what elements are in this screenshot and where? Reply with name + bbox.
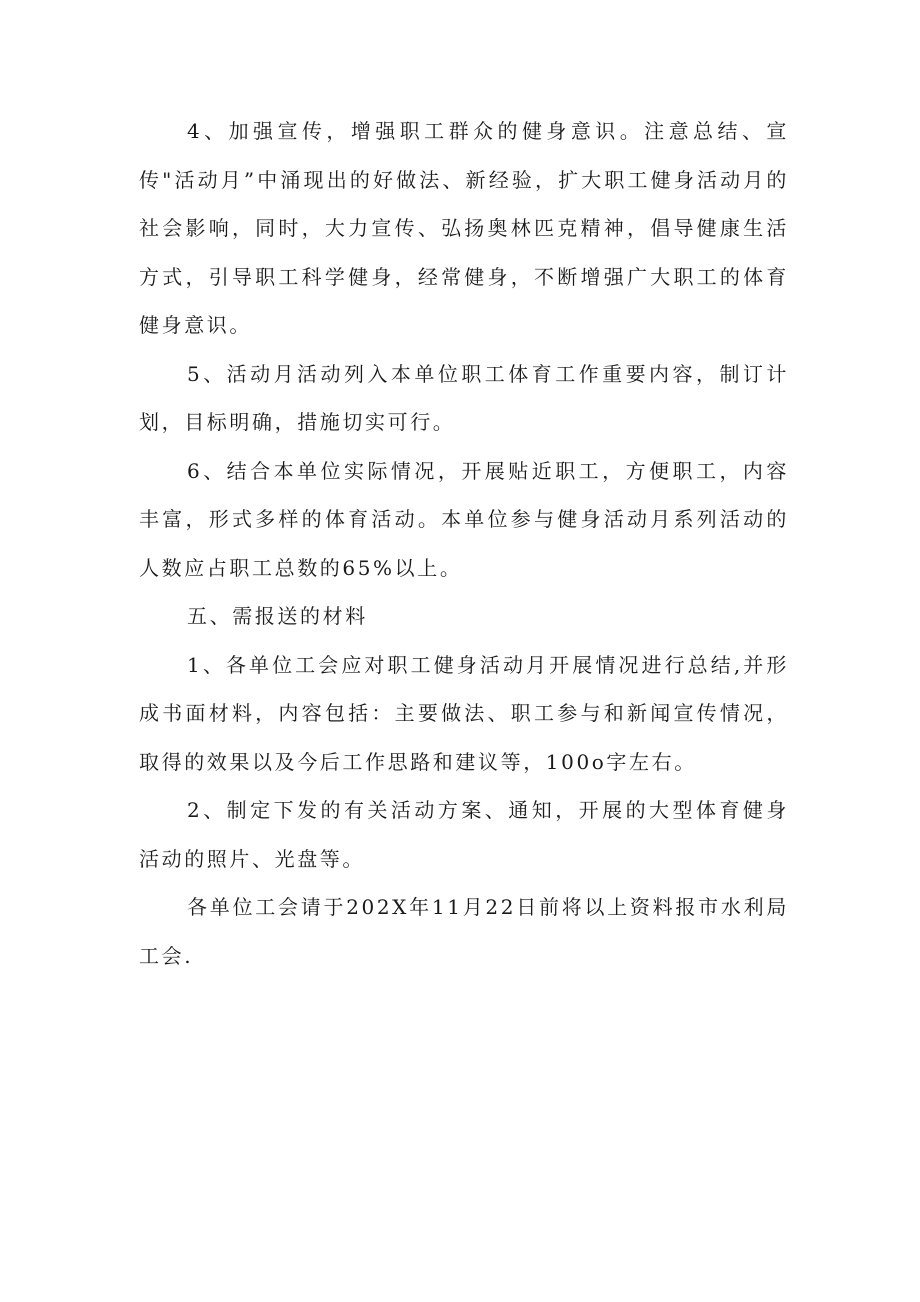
paragraph-publicity: 4、加强宣传，增强职工群众的健身意识。注意总结、宣传"活动月”中涌现出的好做法、新经验，扩大职工健身活动月的社会影响，同时，大力宣传、弘扬奥林匹克精神，倡导健康生活方式，引导职工科学健身，经常健身，不断增强广大职工的体育健身意识。 — [139, 119, 789, 337]
paragraph-deadline: 各单位工会请于202X年11月22日前将以上资料报市水利局工会. — [139, 895, 789, 968]
paragraph-documents-photos: 2、制定下发的有关活动方案、通知，开展的大型体育健身活动的照片、光盘等。 — [139, 798, 789, 871]
paragraph-activities: 6、结合本单位实际情况，开展贴近职工，方便职工，内容丰富，形式多样的体育活动。本单位参与健身活动月系列活动的人数应占职工总数的65%以上。 — [139, 458, 789, 580]
document-body — [139, 107, 789, 980]
paragraph-summary-report: 1、各单位工会应对职工健身活动月开展情况进行总结,并形成书面材料，内容包括：主要做法、职工参与和新闻宣传情况，取得的效果以及今后工作思路和建议等，100o字左右。 — [139, 652, 789, 774]
section-heading-materials: 五、需报送的材料 — [187, 604, 368, 628]
paragraph-work-plan: 5、活动月活动列入本单位职工体育工作重要内容，制订计划，目标明确，措施切实可行。 — [139, 361, 789, 434]
